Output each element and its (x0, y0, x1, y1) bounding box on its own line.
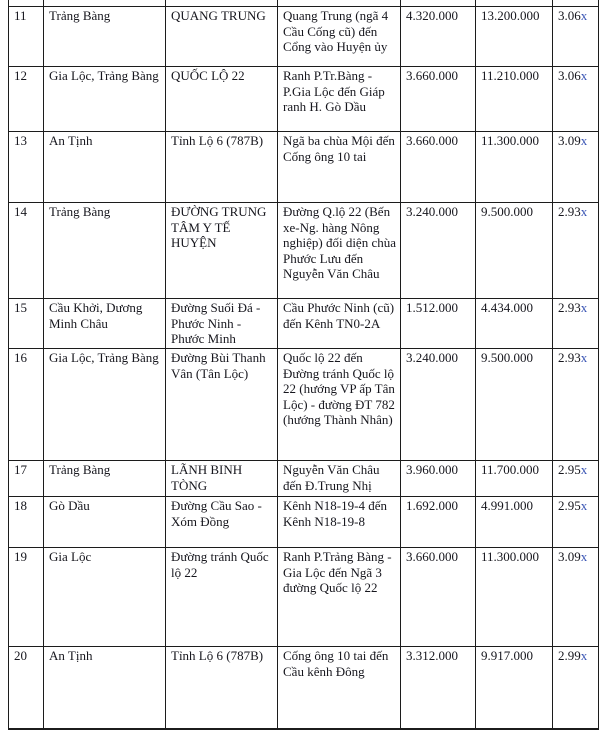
cell-location: An Tịnh (44, 132, 166, 203)
ratio-value: 2.93 (558, 204, 581, 219)
cell-price-2: 9.500.000 (476, 203, 553, 299)
cell-price-1: 3.240.000 (401, 349, 476, 461)
cell-segment: Đường Q.lộ 22 (Bến xe-Ng. hàng Nông nghiệp) đối diện chùa Phước Lưu đến Nguyễn Văn Châu (278, 203, 401, 299)
cell-segment: Ranh P.Tr.Bàng - P.Gia Lộc đến Giáp ranh H. Gò Dầu (278, 67, 401, 132)
cell-street: Tỉnh Lộ 6 (787B) (166, 132, 278, 203)
ratio-suffix: x (580, 8, 588, 23)
cell-no: 12 (9, 67, 44, 132)
cell-ratio (553, 548, 599, 647)
table-row (9, 203, 599, 299)
ratio-suffix: x (580, 549, 588, 564)
cell-street: Đường Cầu Sao - Xóm Đồng (166, 497, 278, 548)
cell-location: Trảng Bàng (44, 7, 166, 67)
cell-no: 13 (9, 132, 44, 203)
ratio-suffix: x (580, 462, 588, 477)
ratio-suffix: x (580, 498, 588, 513)
ratio-suffix: x (580, 204, 588, 219)
cell-street: Tỉnh Lộ 6 (787B) (166, 647, 278, 730)
table-row (9, 497, 599, 548)
cell-street: Đường tránh Quốc lộ 22 (166, 548, 278, 647)
cell-price-2: 4.434.000 (476, 299, 553, 349)
table-row (9, 299, 599, 349)
ratio-value: 2.95 (558, 498, 581, 513)
cell-ratio (553, 7, 599, 67)
ratio-value: 3.06 (558, 68, 581, 83)
land-price-table (8, 0, 599, 730)
cell-no: 16 (9, 349, 44, 461)
cell-segment: Kênh N18-19-4 đến Kênh N18-19-8 (278, 497, 401, 548)
cell-location: Gia Lộc, Trảng Bàng (44, 349, 166, 461)
cell-price-2: 9.917.000 (476, 647, 553, 730)
cell-price-1: 4.320.000 (401, 7, 476, 67)
cell-price-1: 1.512.000 (401, 299, 476, 349)
cell-location: Gia Lộc (44, 548, 166, 647)
cell-location: Cầu Khởi, Dương Minh Châu (44, 299, 166, 349)
cell-street: Đường Bùi Thanh Vân (Tân Lộc) (166, 349, 278, 461)
cell-street: Đường Suối Đá - Phước Ninh - Phước Minh (166, 299, 278, 349)
table-row (9, 132, 599, 203)
cell-price-1: 1.692.000 (401, 497, 476, 548)
cell-segment: Cầu Phước Ninh (cũ) đến Kênh TN0-2A (278, 299, 401, 349)
cell-location: Gia Lộc, Trảng Bàng (44, 67, 166, 132)
ratio-value: 3.09 (558, 133, 581, 148)
cell-ratio (553, 647, 599, 730)
cell-no: 17 (9, 461, 44, 497)
table-row (9, 548, 599, 647)
cell-price-1: 3.960.000 (401, 461, 476, 497)
ratio-suffix: x (580, 133, 588, 148)
ratio-value: 3.09 (558, 549, 581, 564)
cell-price-1: 3.660.000 (401, 132, 476, 203)
table-row (9, 647, 599, 730)
cell-price-1: 3.660.000 (401, 548, 476, 647)
cell-no: 18 (9, 497, 44, 548)
cell-ratio (553, 461, 599, 497)
cell-street: LÃNH BINH TÒNG (166, 461, 278, 497)
cell-price-2: 11.300.000 (476, 548, 553, 647)
cell-price-2: 11.300.000 (476, 132, 553, 203)
cell-price-2: 11.210.000 (476, 67, 553, 132)
table-row (9, 461, 599, 497)
ratio-value: 2.95 (558, 462, 581, 477)
cell-ratio (553, 203, 599, 299)
cell-price-2: 9.500.000 (476, 349, 553, 461)
cell-street: QUỐC LỘ 22 (166, 67, 278, 132)
cell-segment: Ngã ba chùa Mội đến Cống ông 10 tai (278, 132, 401, 203)
cell-location: Gò Dầu (44, 497, 166, 548)
cell-segment: Cống ông 10 tai đến Cầu kênh Đông (278, 647, 401, 730)
cell-segment: Nguyễn Văn Châu đến Đ.Trung Nhị (278, 461, 401, 497)
cell-location: Trảng Bàng (44, 461, 166, 497)
cell-price-2: 4.991.000 (476, 497, 553, 548)
cell-segment: Ranh P.Trảng Bàng - Gia Lộc đến Ngã 3 đường Quốc lộ 22 (278, 548, 401, 647)
cell-price-2: 13.200.000 (476, 7, 553, 67)
cell-no: 19 (9, 548, 44, 647)
cell-no: 11 (9, 7, 44, 67)
cell-no: 20 (9, 647, 44, 730)
cell-location: An Tịnh (44, 647, 166, 730)
ratio-value: 2.93 (558, 300, 581, 315)
ratio-value: 2.99 (558, 648, 581, 663)
cell-ratio (553, 497, 599, 548)
cell-segment: Quang Trung (ngã 4 Cầu Cống cũ) đến Cổng vào Huyện ủy (278, 7, 401, 67)
cell-ratio (553, 299, 599, 349)
cell-street: QUANG TRUNG (166, 7, 278, 67)
ratio-value: 2.93 (558, 350, 581, 365)
cell-price-2: 11.700.000 (476, 461, 553, 497)
table-row (9, 7, 599, 67)
cell-ratio (553, 67, 599, 132)
ratio-suffix: x (580, 68, 588, 83)
cell-segment: Quốc lộ 22 đến Đường tránh Quốc lộ 22 (hướng VP ấp Tân Lộc) - đường ĐT 782 (hướng Thành Nhân) (278, 349, 401, 461)
ratio-value: 3.06 (558, 8, 581, 23)
cell-price-1: 3.312.000 (401, 647, 476, 730)
cell-no: 14 (9, 203, 44, 299)
cell-ratio (553, 132, 599, 203)
ratio-suffix: x (580, 648, 588, 663)
cell-ratio (553, 349, 599, 461)
cell-price-1: 3.660.000 (401, 67, 476, 132)
cell-street: ĐƯỜNG TRUNG TÂM Y TẾ HUYỆN (166, 203, 278, 299)
table-row (9, 67, 599, 132)
ratio-suffix: x (580, 300, 588, 315)
cell-no: 15 (9, 299, 44, 349)
cell-price-1: 3.240.000 (401, 203, 476, 299)
cell-location: Trảng Bàng (44, 203, 166, 299)
ratio-suffix: x (580, 350, 588, 365)
table-row (9, 349, 599, 461)
